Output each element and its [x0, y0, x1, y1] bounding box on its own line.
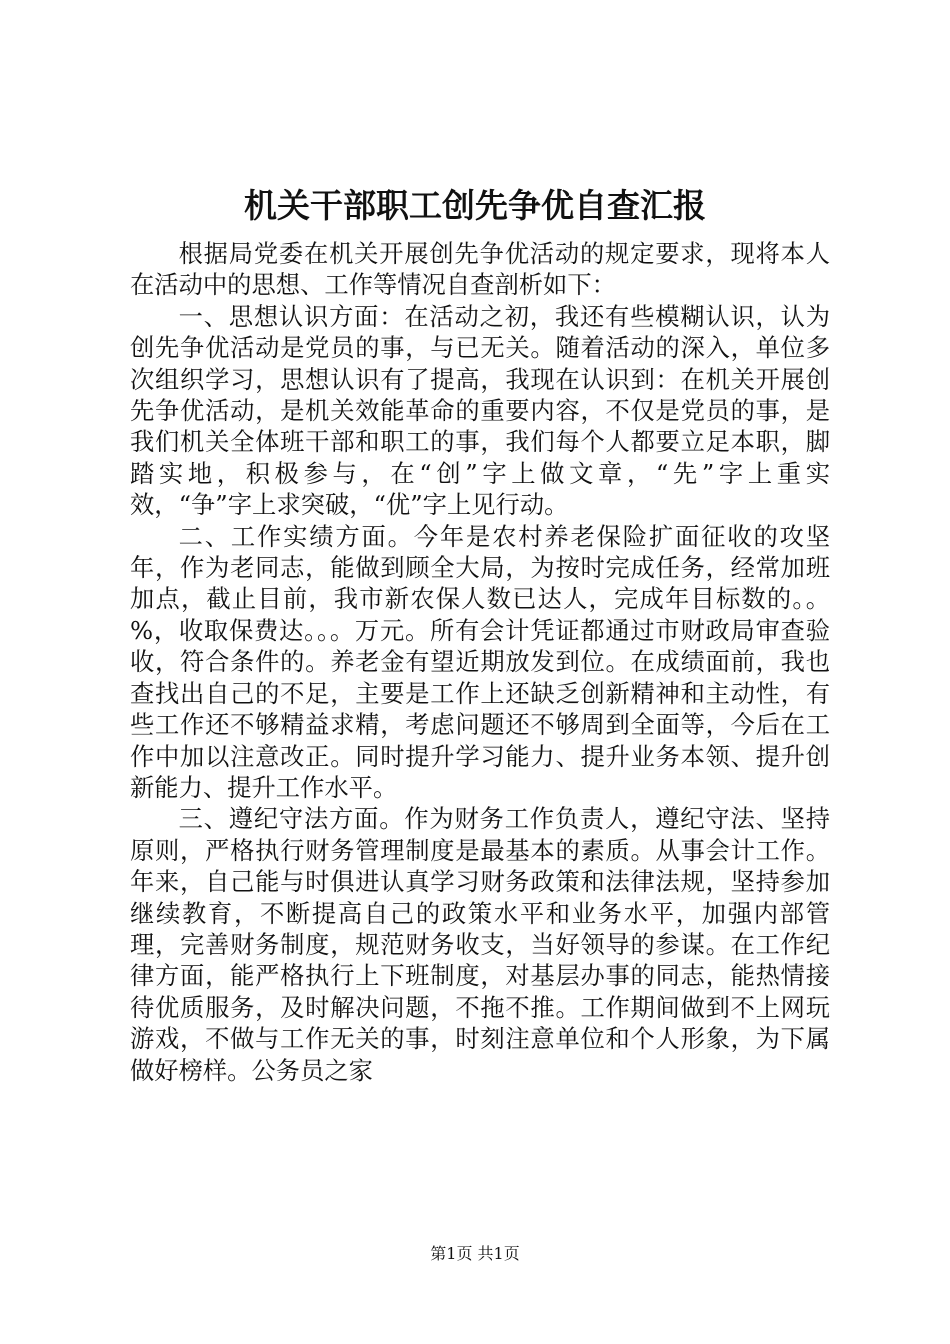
paragraph-discipline: 三、遵纪守法方面。作为财务工作负责人，遵纪守法、坚持原则，严格执行财务管理制度是最基本的素质。从事会计工作。年来，自己能与时俱进认真学习财务政策和法律法规，坚持参加继续教育，不断提高自己的政策水平和业务水平，加强内部管理，完善财务制度，规范财务收支，当好领导的参谋。在工作纪律方面，能严格执行上下班制度，对基层办事的同志，能热情接待优质服务，及时解决问题，不拖不推。工作期间做到不上网玩游戏，不做与工作无关的事，时刻注意单位和个人形象，为下属做好榜样。公务员之家 — [130, 804, 830, 1085]
page-number-footer: 第1页 共1页 — [430, 1244, 520, 1263]
paragraph-work-results: 二、工作实绩方面。今年是农村养老保险扩面征收的攻坚年，作为老同志，能做到顾全大局，为按时完成任务，经常加班加点，截止目前，我市新农保人数已达人，完成年目标数的。。%，收取保费达。。。万元。所有会计凭证都通过市财政局审查验收，符合条件的。养老金有望近期放发到位。在成绩面前，我也查找出自己的不足，主要是工作上还缺乏创新精神和主动性，有些工作还不够精益求精，考虑问题还不够周到全面等，今后在工作中加以注意改正。同时提升学习能力、提升业务本领、提升创新能力、提升工作水平。 — [130, 521, 830, 802]
paragraph-intro: 根据局党委在机关开展创先争优活动的规定要求，现将本人在活动中的思想、工作等情况自查剖析如下： — [130, 239, 830, 300]
document-title: 机关干部职工创先争优自查汇报 — [244, 186, 706, 225]
paragraph-ideology: 一、思想认识方面：在活动之初，我还有些模糊认识，认为创先争优活动是党员的事，与已无关。随着活动的深入，单位多次组织学习，思想认识有了提高，我现在认识到：在机关开展创先争优活动，是机关效能革命的重要内容，不仅是党员的事，是我们机关全体班干部和职工的事，我们每个人都要立足本职，脚踏实地，积极参与，在“创”字上做文章，“先”字上重实效，“争”字上求突破，“优”字上见行动。 — [130, 301, 830, 520]
document-body — [130, 238, 830, 1086]
